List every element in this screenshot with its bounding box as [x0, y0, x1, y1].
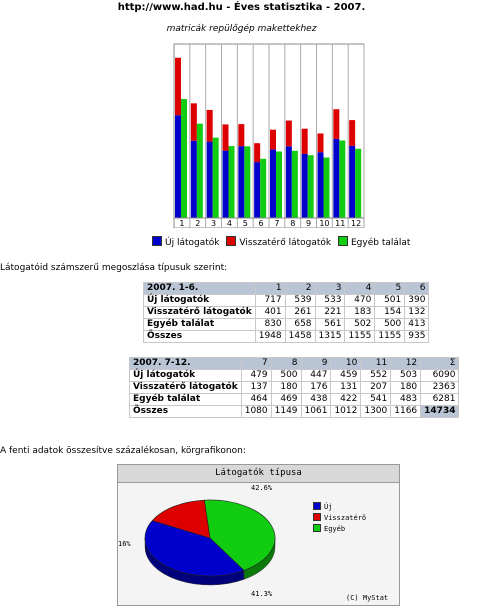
bar-returning-6	[254, 143, 260, 162]
legend-label-other: Egyéb találat	[350, 238, 411, 248]
table-cell: 541	[361, 394, 391, 406]
table-month-header: 10	[331, 358, 361, 370]
table-cell: 1948	[255, 331, 285, 343]
table-row	[144, 331, 429, 343]
x-tick-label: 2	[195, 219, 201, 228]
pie-chart-title: Látogatók típusa	[118, 465, 399, 483]
bar-returning-12	[349, 120, 355, 146]
x-tick-label: 6	[258, 219, 264, 228]
table-row	[130, 394, 459, 406]
x-tick-label: 5	[242, 219, 248, 228]
x-tick-label: 11	[335, 219, 346, 228]
table-cell: 447	[301, 370, 331, 382]
bar-new-2	[191, 141, 197, 218]
table-cell: 479	[241, 370, 271, 382]
bar-returning-2	[191, 103, 197, 140]
table-cell: 1061	[301, 406, 331, 418]
table-cell: 483	[391, 394, 421, 406]
table-row	[130, 406, 459, 418]
bar-other-8	[292, 151, 298, 218]
table-period-header: 2007. 7-12.	[130, 358, 242, 370]
bar-new-3	[207, 142, 213, 218]
table-month-header: 12	[391, 358, 421, 370]
table-cell: 176	[301, 382, 331, 394]
table-row	[144, 295, 429, 307]
legend-item-new	[152, 236, 219, 248]
table-cell: 539	[285, 295, 315, 307]
table-month-header: 2	[285, 283, 315, 295]
bar-new-7	[270, 149, 276, 218]
table-month-header: 1	[255, 283, 285, 295]
pie-legend-swatch-green	[313, 524, 321, 532]
table-cell: 470	[345, 295, 375, 307]
x-tick-label: 3	[211, 219, 217, 228]
bar-new-1	[175, 115, 181, 218]
table-cell: 14734	[421, 406, 459, 418]
table-row-label: Összes	[130, 406, 242, 418]
bar-returning-10	[318, 133, 324, 152]
table-cell: 533	[315, 295, 345, 307]
bar-new-9	[302, 154, 308, 218]
bar-other-4	[229, 146, 235, 218]
table-cell: 6281	[421, 394, 459, 406]
x-tick-label: 7	[274, 219, 280, 228]
pie-chart-panel	[117, 464, 400, 606]
table-row-label: Új látogatók	[144, 295, 256, 307]
table-row-label: Visszatérő látogatók	[130, 382, 242, 394]
table-cell: 658	[285, 319, 315, 331]
x-tick-label: 9	[306, 219, 312, 228]
table-cell: 6090	[421, 370, 459, 382]
bar-other-12	[355, 149, 361, 218]
table-header-row	[144, 283, 429, 295]
bar-new-6	[254, 162, 260, 218]
table-cell: 1315	[315, 331, 345, 343]
table-cell: 469	[271, 394, 301, 406]
bar-new-8	[286, 146, 292, 218]
page-title: http://www.had.hu - Éves statisztika - 2007.	[117, 2, 366, 13]
table-row-label: Egyéb találat	[130, 394, 242, 406]
legend-swatch-blue	[152, 236, 162, 246]
table-month-header: 7	[241, 358, 271, 370]
bar-returning-11	[333, 109, 339, 139]
table-cell: 552	[361, 370, 391, 382]
table-cell: 717	[255, 295, 285, 307]
table-cell: 183	[345, 307, 375, 319]
pie-legend-swatch-blue	[313, 502, 321, 510]
legend-label-new: Új látogatók	[165, 238, 220, 248]
table-row	[144, 307, 429, 319]
bar-other-10	[324, 158, 330, 218]
table-month-header: 8	[271, 358, 301, 370]
stats-table-h1	[143, 282, 429, 343]
table-row	[144, 319, 429, 331]
table-month-header: 6	[405, 283, 429, 295]
pie-pct-label-other: 42.6%	[251, 484, 273, 492]
bar-other-11	[339, 140, 345, 218]
bar-chart-legend	[152, 236, 414, 248]
table-cell: 830	[255, 319, 285, 331]
x-tick-label: 12	[350, 219, 362, 228]
legend-item-returning	[226, 236, 331, 248]
legend-swatch-green	[338, 236, 348, 246]
table-cell: 180	[391, 382, 421, 394]
pie-legend-swatch-red	[313, 513, 321, 521]
table-period-header: 2007. 1-6.	[144, 283, 256, 295]
table-cell: 503	[391, 370, 421, 382]
page-subtitle: matricák repülőgép makettekhez	[166, 24, 317, 34]
table-row-label: Új látogatók	[130, 370, 242, 382]
bar-returning-8	[286, 121, 292, 147]
bar-new-10	[318, 152, 324, 218]
table-header-row	[130, 358, 459, 370]
table-cell: 413	[405, 319, 429, 331]
table-cell: 132	[405, 307, 429, 319]
table-intro-text: Látogatóid számszerű megoszlása típusuk szerint:	[0, 263, 228, 273]
table-cell: 935	[405, 331, 429, 343]
pie-legend-label-other: Egyéb	[324, 525, 346, 533]
table-row-label: Összes	[144, 331, 256, 343]
bar-new-12	[349, 146, 355, 218]
bar-new-5	[238, 146, 244, 218]
bar-new-11	[333, 139, 339, 218]
table-row	[130, 370, 459, 382]
table-cell: 464	[241, 394, 271, 406]
bar-other-6	[260, 159, 266, 218]
table-cell: 1012	[331, 406, 361, 418]
table-month-header: 3	[315, 283, 345, 295]
bar-returning-9	[302, 129, 308, 154]
monthly-bar-chart	[172, 42, 368, 228]
table-cell: 2363	[421, 382, 459, 394]
table-cell: 1149	[271, 406, 301, 418]
table-cell: 1155	[375, 331, 405, 343]
table-row-label: Egyéb találat	[144, 319, 256, 331]
pie-legend-label-new: Új	[324, 503, 333, 511]
table-cell: 137	[241, 382, 271, 394]
bar-returning-5	[238, 124, 244, 146]
pie-legend-label-returning: Visszatérő	[324, 514, 367, 522]
legend-label-returning: Visszatérő látogatók	[239, 238, 332, 248]
table-cell: 401	[255, 307, 285, 319]
bar-returning-4	[223, 124, 229, 150]
table-row	[130, 382, 459, 394]
pie-legend-item-returning	[313, 513, 366, 524]
pie-pct-label-new: 41.3%	[251, 590, 273, 598]
x-tick-label: 1	[179, 219, 185, 228]
bar-other-5	[244, 146, 250, 218]
pie-pct-label-returning: 16%	[118, 540, 131, 548]
x-tick-label: 10	[319, 219, 330, 228]
bar-returning-1	[175, 58, 181, 115]
bar-returning-3	[207, 110, 213, 142]
pie-legend-item-other	[313, 524, 366, 535]
x-tick-label: 8	[290, 219, 296, 228]
table-month-header: 9	[301, 358, 331, 370]
pie-legend	[313, 502, 366, 535]
table-cell: 459	[331, 370, 361, 382]
table-cell: 261	[285, 307, 315, 319]
bar-other-7	[276, 151, 282, 218]
pie-intro-text: A fenti adatok összesítve százalékosan, körgrafikonon:	[0, 446, 246, 456]
x-tick-label: 4	[226, 219, 232, 228]
table-month-header: 4	[345, 283, 375, 295]
pie-credit: (C) MyStat	[346, 594, 389, 602]
table-cell: 1458	[285, 331, 315, 343]
table-cell: 180	[271, 382, 301, 394]
bar-other-9	[308, 155, 314, 218]
table-cell: 221	[315, 307, 345, 319]
table-cell: 438	[301, 394, 331, 406]
pie-legend-item-new	[313, 502, 366, 513]
stats-table-h2	[129, 357, 459, 418]
table-cell: 561	[315, 319, 345, 331]
bar-other-3	[213, 138, 219, 218]
table-cell: 1080	[241, 406, 271, 418]
table-cell: 422	[331, 394, 361, 406]
table-cell: 154	[375, 307, 405, 319]
table-cell: 390	[405, 295, 429, 307]
legend-item-other	[338, 236, 410, 248]
bar-new-4	[223, 151, 229, 218]
table-cell: 207	[361, 382, 391, 394]
legend-swatch-red	[226, 236, 236, 246]
bar-other-2	[197, 124, 203, 218]
table-month-header: 5	[375, 283, 405, 295]
table-month-header: 11	[361, 358, 391, 370]
table-cell: 1155	[345, 331, 375, 343]
pie-chart	[118, 483, 303, 605]
table-cell: 502	[345, 319, 375, 331]
table-cell: 500	[271, 370, 301, 382]
table-cell: 1166	[391, 406, 421, 418]
table-cell: 501	[375, 295, 405, 307]
bar-other-1	[181, 99, 187, 218]
table-cell: 1300	[361, 406, 391, 418]
table-cell: 500	[375, 319, 405, 331]
table-month-header: Σ	[421, 358, 459, 370]
table-row-label: Visszatérő látogatók	[144, 307, 256, 319]
table-cell: 131	[331, 382, 361, 394]
bar-returning-7	[270, 130, 276, 150]
